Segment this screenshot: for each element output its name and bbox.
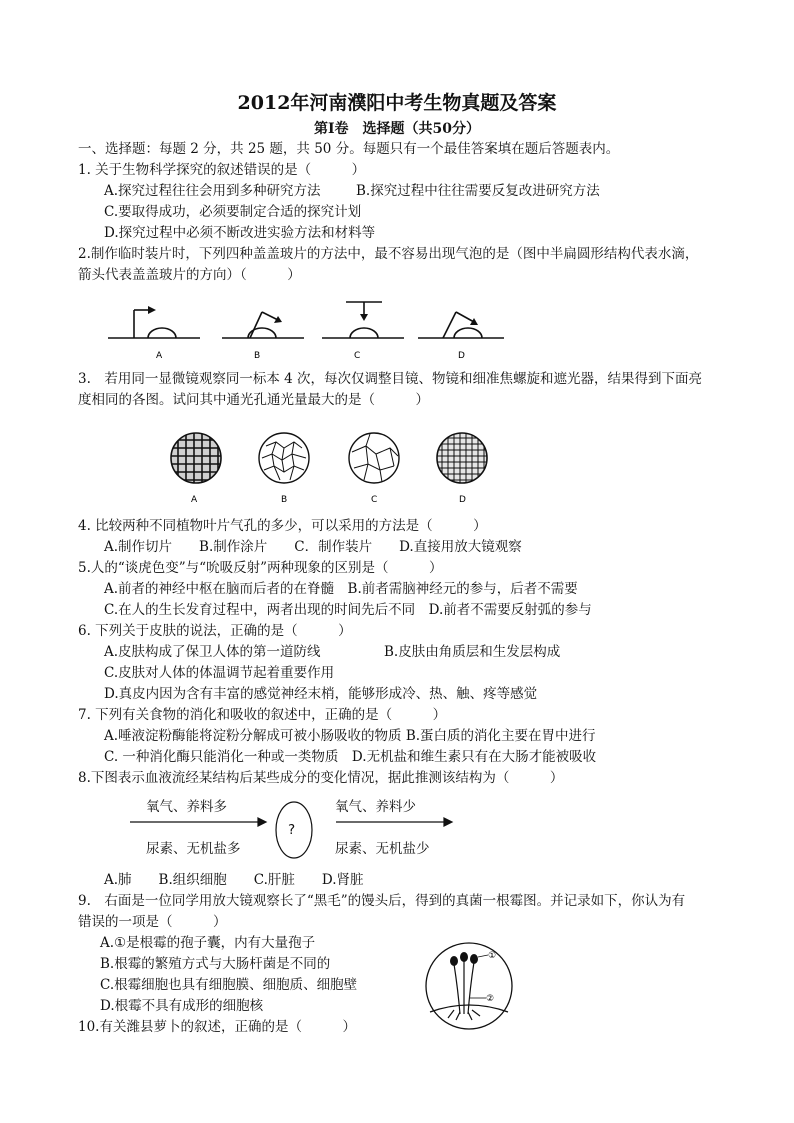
q8-right-bottom: 尿素、无机盐少 bbox=[335, 841, 430, 857]
q1-option-b: B.探究过程中往往需要反复改进研究方法 bbox=[356, 183, 600, 199]
q9-option-c: C.根霉细胞也具有细胞膜、细胞质、细胞壁 bbox=[100, 977, 358, 993]
q8-left-bottom: 尿素、无机盐多 bbox=[146, 841, 241, 857]
rhizopus-mark-2: ② bbox=[486, 994, 495, 1004]
q6-option-a: A.皮肤构成了保卫人体的第一道防线 bbox=[104, 644, 321, 660]
q6-option-d: D.真皮内因为含有丰富的感觉神经末梢，能够形成冷、热、触、疼等感觉 bbox=[104, 686, 538, 702]
q8-stem: 8.下图表示血液流经某结构后某些成分的变化情况，据此推测该结构为（ ） bbox=[78, 770, 564, 786]
rhizopus-mark-1: ① bbox=[488, 951, 497, 961]
q3-label-b: B bbox=[281, 495, 288, 505]
q9-stem-line2: 错误的一项是（ ） bbox=[78, 914, 227, 930]
q3-label-a: A bbox=[191, 495, 198, 505]
q2-label-b: B bbox=[254, 351, 261, 361]
q2-label-c: C bbox=[354, 351, 361, 361]
q4-stem: 4. 比较两种不同植物叶片气孔的多少，可以采用的方法是（ ） bbox=[78, 518, 487, 534]
q9-option-b: B.根霉的繁殖方式与大肠杆菌是不同的 bbox=[100, 956, 331, 972]
q8-right-top: 氧气、养料少 bbox=[335, 799, 416, 815]
q2-label-d: D bbox=[458, 351, 465, 361]
q6-option-c: C.皮肤对人体的体温调节起着重要作用 bbox=[104, 665, 335, 681]
q7-stem: 7. 下列有关食物的消化和吸收的叙述中，正确的是（ ） bbox=[78, 707, 447, 723]
q6-option-b: B.皮肤由角质层和生发层构成 bbox=[384, 644, 561, 660]
q9-stem-line1: 9. 右面是一位同学用放大镜观察长了“黑毛”的馒头后，得到的真菌一根霉图。并记录如下，你认为有 bbox=[78, 893, 686, 909]
page-title: 2012年河南濮阳中考生物真题及答案 bbox=[237, 92, 557, 114]
q3-stem-line2: 度相同的各图。试问其中通光孔通光量最大的是（ ） bbox=[78, 392, 429, 408]
q3-stem-line1: 3. 若用同一显微镜观察同一标本 4 次，每次仅调整目镜、物镜和细准焦螺旋和遮光器，结果得到下面亮 bbox=[78, 371, 703, 387]
rhizopus-figure bbox=[424, 940, 514, 1032]
q8-left-top: 氧气、养料多 bbox=[146, 799, 227, 815]
q6-stem: 6. 下列关于皮肤的说法，正确的是（ ） bbox=[78, 623, 352, 639]
section-heading: 第Ⅰ卷 选择题（共50分） bbox=[313, 121, 481, 137]
instructions: 一、选择题：每题 2 分，共 25 题，共 50 分。每题只有一个最佳答案填在题后答题表内。 bbox=[78, 141, 620, 157]
q7-options-cd: C. 一种消化酶只能消化一种或一类物质 D.无机盐和维生素只有在大肠才能被吸收 bbox=[104, 749, 597, 765]
coverslip-methods-figure bbox=[108, 296, 508, 362]
q7-options-ab: A.唾液淀粉酶能将淀粉分解成可被小肠吸收的物质 B.蛋白质的消化主要在胃中进行 bbox=[104, 728, 596, 744]
q5-stem: 5.人的“谈虎色变”与“吮吸反射”两种现象的区别是（ ） bbox=[78, 560, 443, 576]
q10-stem: 10.有关潍县萝卜的叙述，正确的是（ ） bbox=[78, 1019, 356, 1035]
q1-option-d: D.探究过程中必须不断改进实验方法和材料等 bbox=[104, 225, 376, 241]
microscope-views-figure bbox=[170, 428, 500, 510]
q5-options-cd: C.在人的生长发育过程中，两者出现的时间先后不同 D.前者不需要反射弧的参与 bbox=[104, 602, 592, 618]
q1-option-a: A.探究过程往往会用到多种研究方法 bbox=[104, 183, 321, 199]
q1-stem: 1. 关于生物科学探究的叙述错误的是（ ） bbox=[78, 162, 366, 178]
q9-option-d: D.根霉不具有成形的细胞核 bbox=[100, 998, 264, 1014]
q8-unknown-structure: ? bbox=[288, 822, 296, 838]
q1-option-c: C.要取得成功，必须要制定合适的探究计划 bbox=[104, 204, 362, 220]
q2-stem-line1: 2.制作临时装片时，下列四种盖盖玻片的方法中，最不容易出现气泡的是（图中半扁圆形结构代表水滴， bbox=[78, 246, 699, 262]
q2-label-a: A bbox=[156, 351, 163, 361]
q5-options-ab: A.前者的神经中枢在脑而后者的在脊髓 B.前者需脑神经元的参与，后者不需要 bbox=[104, 581, 578, 597]
q2-stem-line2: 箭头代表盖盖玻片的方向）（ ） bbox=[78, 267, 301, 283]
q3-label-c: C bbox=[371, 495, 378, 505]
q8-options: A.肺 B.组织细胞 C.肝脏 D.肾脏 bbox=[104, 872, 364, 888]
q3-label-d: D bbox=[459, 495, 466, 505]
q4-options: A.制作切片 B.制作涂片 C．制作装片 D.直接用放大镜观察 bbox=[104, 539, 522, 555]
q9-option-a: A.①是根霉的孢子囊，内有大量孢子 bbox=[100, 935, 316, 951]
